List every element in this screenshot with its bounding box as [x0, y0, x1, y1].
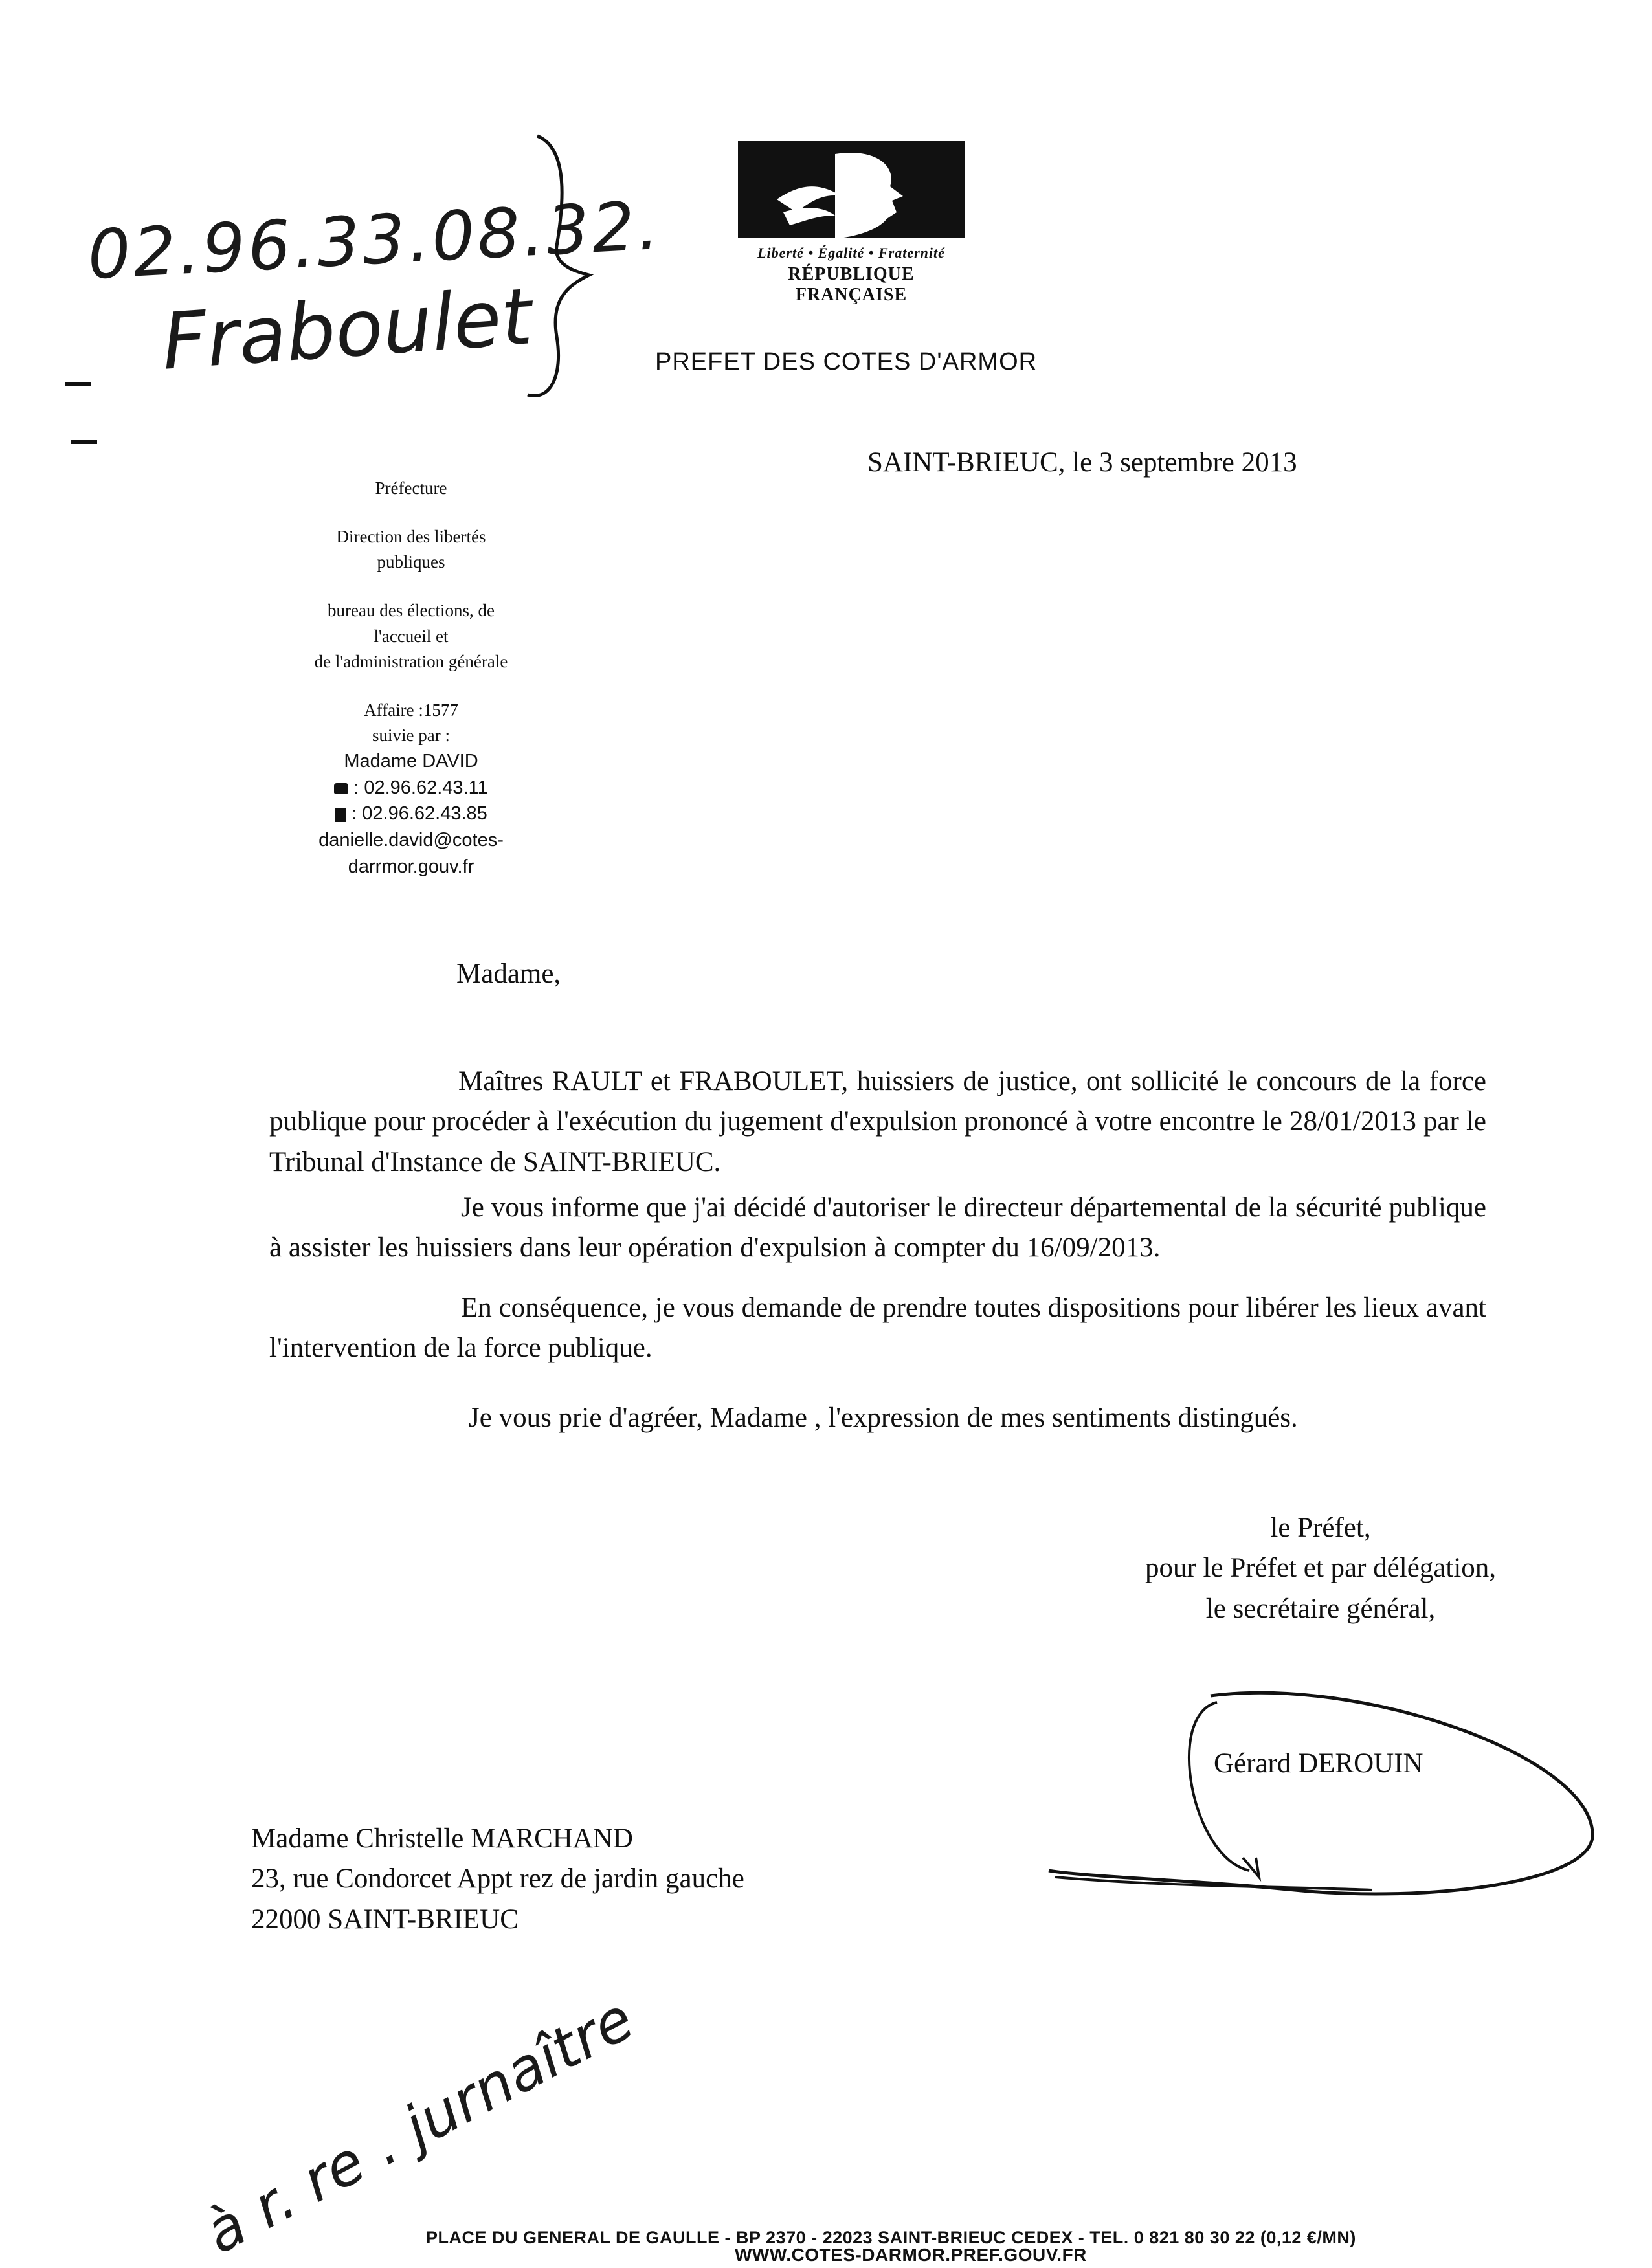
- handwritten-note: à r. re . jurnaître: [194, 1984, 645, 2267]
- agent-email-line: danielle.david@cotes-: [318, 829, 504, 850]
- signatory-name: Gérard DEROUIN: [1214, 1748, 1423, 1779]
- agent-fax: [259, 801, 563, 827]
- telephone-icon: [334, 783, 348, 794]
- marianne-emblem: [738, 141, 965, 238]
- body-paragraph: En conséquence, je vous demande de prendre toutes dispositions pour libérer les lieux avant l'intervention de la force publique.: [269, 1293, 1486, 1364]
- recipient-city: 22000 SAINT-BRIEUC: [251, 1904, 519, 1935]
- marianne-profile-icon: [738, 141, 965, 238]
- handwritten-brace: [524, 129, 602, 414]
- body-paragraph: Je vous prie d'agréer, Madame , l'expression de mes sentiments distingués.: [469, 1403, 1298, 1433]
- closing-line: pour le Préfet et par délégation,: [1144, 1553, 1497, 1584]
- fax-icon: [335, 808, 346, 822]
- agent-phone: [259, 775, 563, 801]
- body-paragraph: Maîtres RAULT et FRABOULET, huissiers de justice, ont sollicité le concours de la force publique pour procéder à l'exécution du jugement d'expulsion prononcé à votre encontre le 28/01/2013 par le Tribunal d'Instance de SAINT-BRIEUC.: [269, 1066, 1486, 1177]
- recipient-block: [251, 1819, 744, 1940]
- suivie-par-label: suivie par :: [372, 725, 450, 745]
- handwritten-name: Fraboulet: [159, 272, 535, 388]
- sender-direction: [259, 524, 563, 575]
- handwritten-dash: [65, 382, 91, 386]
- signature-drawing: [1036, 1663, 1605, 1922]
- republique-francaise: RÉPUBLIQUE FRANÇAISE: [788, 264, 915, 305]
- agent-fax-value: : 02.96.62.43.85: [352, 803, 487, 825]
- closing-block: [1126, 1508, 1515, 1629]
- sender-bureau-line: l'accueil et: [374, 626, 449, 646]
- sender-block: [259, 476, 563, 880]
- salutation: Madame,: [456, 959, 561, 989]
- recipient-address: 23, rue Condorcet Appt rez de jardin gauche: [251, 1863, 744, 1895]
- sender-direction-line: Direction des libertés: [336, 527, 486, 547]
- marianne-logo: [738, 141, 965, 306]
- footer-url: WWW.COTES-DARMOR.PREF.GOUV.FR: [735, 2245, 1087, 2265]
- sender-bureau: [259, 598, 563, 674]
- closing-line: le Préfet,: [1270, 1513, 1371, 1543]
- agent-email-line: darrmor.gouv.fr: [348, 856, 474, 877]
- agent-phone-value: : 02.96.62.43.11: [353, 777, 488, 798]
- republic-motto: Liberté • Égalité • Fraternité: [757, 245, 945, 261]
- body-paragraph: Je vous informe que j'ai décidé d'autoriser le directeur départemental de la sécurité publique à assister les huissiers dans leur opération d'expulsion à compter du 16/09/2013.: [269, 1192, 1486, 1263]
- date-line: SAINT-BRIEUC, le 3 septembre 2013: [867, 447, 1297, 478]
- recipient-name: Madame Christelle MARCHAND: [251, 1823, 633, 1854]
- sender-direction-line: publiques: [377, 552, 445, 572]
- sender-contact: [259, 698, 563, 880]
- handwritten-dash: [71, 440, 97, 444]
- closing-line: le secrétaire général,: [1205, 1593, 1436, 1624]
- footer-address: PLACE DU GENERAL DE GAULLE - BP 2370 - 22023 SAINT-BRIEUC CEDEX - TEL. 0 821 80 30 22 (0,12 €/MN): [426, 2228, 1356, 2247]
- sender-prefecture: Préfecture: [375, 478, 447, 498]
- prefet-title: PREFET DES COTES D'ARMOR: [655, 348, 1038, 375]
- affaire-number: Affaire :1577: [364, 700, 458, 720]
- sender-bureau-line: bureau des élections, de: [328, 601, 495, 621]
- handwritten-phone-number: 02.96.33.08.32.: [85, 185, 664, 295]
- sender-bureau-line: de l'administration générale: [314, 651, 508, 671]
- agent-name: Madame DAVID: [344, 751, 478, 772]
